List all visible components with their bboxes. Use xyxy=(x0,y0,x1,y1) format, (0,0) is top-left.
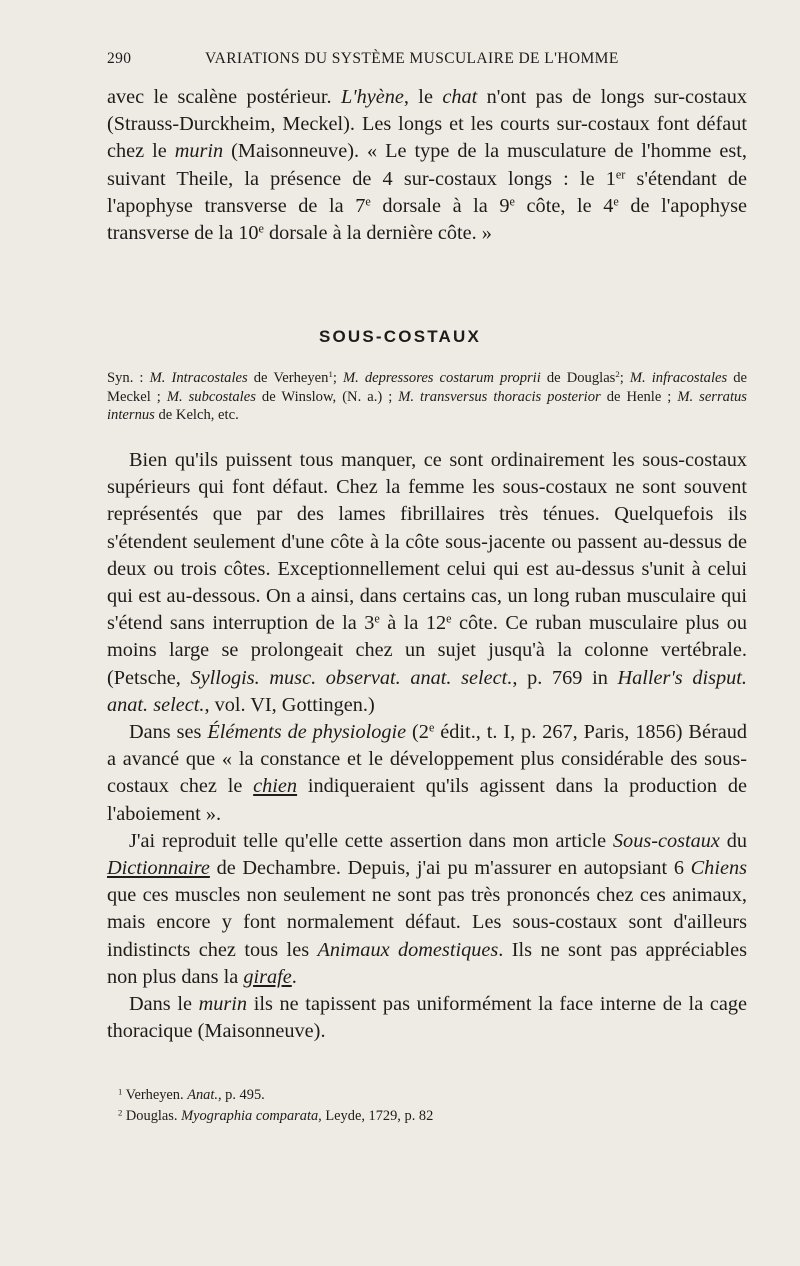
text-run: , p. 769 in xyxy=(512,666,618,689)
italic-run: murin xyxy=(174,140,224,163)
text-run: de Meckel ; xyxy=(107,370,748,405)
text-run: de Kelch, etc. xyxy=(154,407,239,424)
superscript: e xyxy=(428,720,435,735)
page-number: 290 xyxy=(107,50,132,67)
footnote-2 xyxy=(118,1106,738,1127)
text-run: de Henle ; xyxy=(600,388,678,405)
italic-run: M. serratus internus xyxy=(107,388,747,424)
italic-run: M. depressores costarum proprii xyxy=(342,370,541,386)
text-run: de l'apophyse transverse de la 10 xyxy=(107,194,748,245)
text-run: Dans le xyxy=(129,993,199,1016)
italic-run: Éléments de physiologie xyxy=(207,721,407,744)
superscript: e xyxy=(365,194,371,209)
text-run: avec le scalène postérieur. xyxy=(107,86,341,108)
italic-run: M. transversus thoracis posterior xyxy=(398,388,601,405)
text-run: , p. 495. xyxy=(217,1087,265,1103)
footnote-number: 1 xyxy=(118,1086,123,1097)
footnotes xyxy=(118,1085,738,1126)
italic-run: murin xyxy=(198,993,248,1016)
footnote-number: 2 xyxy=(118,1106,123,1117)
italic-run: girafe xyxy=(243,965,292,988)
text-run: Douglas. xyxy=(122,1107,182,1124)
superscript: e xyxy=(613,194,619,209)
paragraph xyxy=(107,828,747,991)
text-run: Syn. : xyxy=(107,370,150,386)
text-run: ; xyxy=(332,370,343,386)
synonyms-block xyxy=(107,369,747,425)
superscript: e xyxy=(374,611,380,626)
italic-run: L'hyène xyxy=(340,86,404,108)
italic-run: chat xyxy=(442,86,478,108)
text-run: ils ne tapissent pas uniformément la face interne de la cage thoracique (Maisonneuve). xyxy=(107,993,747,1043)
text-run: J'ai reproduit telle qu'elle cette assertion dans mon article xyxy=(129,829,613,852)
continuation-paragraph xyxy=(107,84,747,247)
text-run: Bien qu'ils puissent tous manquer, ce sont ordinairement les sous-costaux supérieurs qui font défaut. Chez la femme les sous-costaux ne sont souvent représentés que par des lames fibrillaires très ténues. Quelquefois ils s'étendent seulement d'une côte à la côte sous-jacente ou passent au-dessus de deux ou trois côtes. Exceptionnellement celui qui est au-dessus s'unit à celui qui est au-dessous. On a ainsi, dans certains cas, un long ruban musculaire qui s'étend sans interruption de la 3 xyxy=(107,449,747,635)
paragraph xyxy=(107,447,747,719)
footnote-ref: 2 xyxy=(615,369,620,380)
text-run: de Winslow, (N. a.) ; xyxy=(255,388,399,405)
superscript: e xyxy=(258,221,264,236)
text-run: s'étendant de l'apophyse transverse de la 7 xyxy=(107,167,747,217)
text-run: (Maisonneuve). « Le type de la musculature de l'homme est, suivant Theile, la présence de 4 sur-costaux longs : le 1 xyxy=(107,140,747,190)
text-run: . Ils ne sont pas appréciables non plus dans la xyxy=(107,938,747,988)
italic-run: Haller's disput. anat. select. xyxy=(107,666,747,716)
text-run: de Douglas xyxy=(540,370,616,386)
text-run: de Verheyen xyxy=(247,370,329,386)
superscript: e xyxy=(446,611,452,626)
italic-run: Syllogis. musc. observat. anat. select. xyxy=(190,666,513,689)
text-run: que ces muscles non seulement ne sont pas très prononcés chez ces animaux, mais encore y font normalement défaut. Les sous-costaux sont d'ailleurs indistincts chez tous les xyxy=(107,884,747,961)
text-run: ; xyxy=(619,370,630,386)
footnote-ref: 1 xyxy=(328,369,333,380)
text-run: , vol. VI, Gottingen.) xyxy=(204,693,375,716)
text-run: à la 12 xyxy=(379,612,447,635)
main-text xyxy=(107,447,747,1045)
text-run: édit., t. I, p. 267, Paris, 1856) Béraud a avancé que « la constance et le développement plus considérable des sous-costaux chez le xyxy=(107,721,747,798)
text-run: Leyde, 1729, p. 82 xyxy=(321,1107,434,1124)
text-run: du xyxy=(719,829,747,852)
italic-run: chien xyxy=(253,775,298,798)
text-run: dorsale à la dernière côte. » xyxy=(263,222,492,245)
running-title: VARIATIONS DU SYSTÈME MUSCULAIRE DE L'HOMME xyxy=(205,50,619,67)
footnote-1 xyxy=(118,1085,738,1106)
italic-run: M. Intracostales xyxy=(149,370,248,386)
text-run: (2 xyxy=(406,721,429,744)
section-heading: SOUS-COSTAUX xyxy=(318,327,482,346)
italic-run: M. subcostales xyxy=(166,388,256,405)
text-run: indiqueraient qu'ils agissent dans la production de l'aboiement ». xyxy=(107,775,747,825)
text-run: , le xyxy=(403,86,443,108)
italic-run: Anat. xyxy=(187,1087,218,1103)
text-run: Verheyen. xyxy=(122,1087,188,1103)
italic-run: Chiens xyxy=(690,857,747,880)
italic-run: M. infracostales xyxy=(629,370,728,386)
italic-run: Myographia comparata, xyxy=(181,1107,322,1124)
text-run: n'ont pas de longs sur-costaux (Strauss-Durckheim, Meckel). Les longs et les courts sur-costaux font défaut chez le xyxy=(107,86,747,163)
text-run: côte. Ce ruban musculaire plus ou moins large se prolongeait chez un sujet jusqu'à la colonne vertébrale. (Petsche, xyxy=(107,612,747,689)
italic-run: Sous-costaux xyxy=(612,829,720,852)
text-run: . xyxy=(291,965,297,988)
superscript: er xyxy=(615,166,626,181)
text-run: dorsale à la 9 xyxy=(370,194,510,217)
text-run: Dans ses xyxy=(129,721,208,744)
paragraph xyxy=(107,719,747,828)
text-run: de Dechambre. Depuis, j'ai pu m'assurer en autopsiant 6 xyxy=(209,857,691,880)
italic-run: Dictionnaire xyxy=(107,857,210,880)
text-run: côte, le 4 xyxy=(514,194,614,217)
paragraph xyxy=(107,991,747,1045)
superscript: e xyxy=(509,194,515,209)
italic-run: Animaux domestiques xyxy=(317,938,499,961)
